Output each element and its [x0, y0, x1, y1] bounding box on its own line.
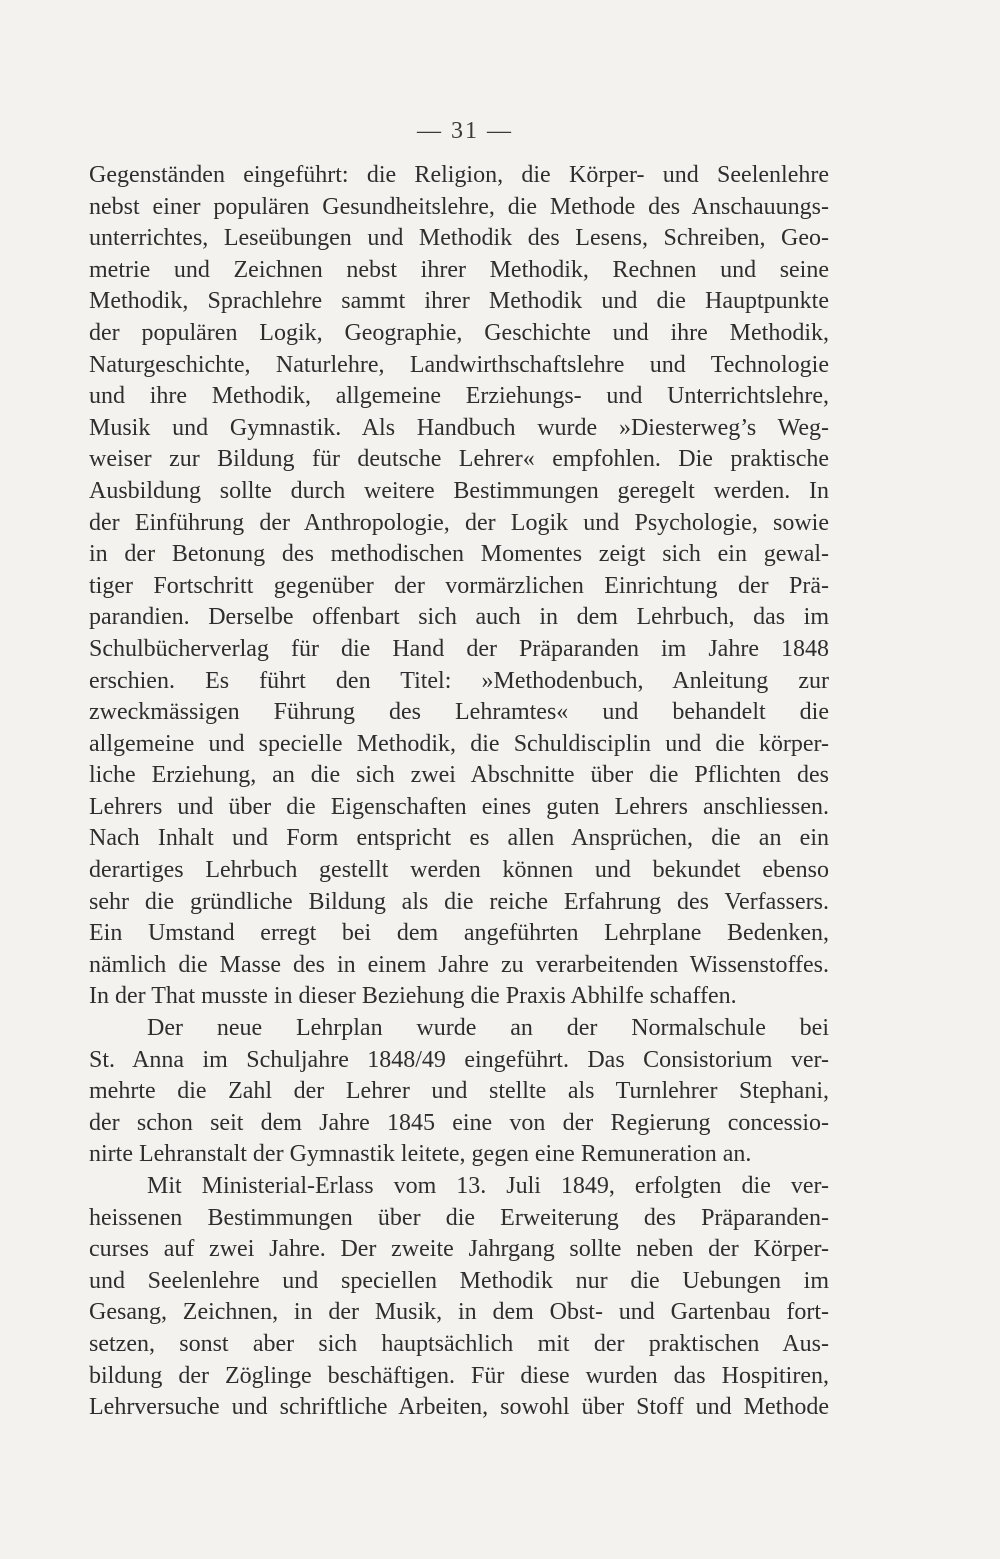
text-line: und Seelenlehre und speciellen Methodik nur die Uebungen im	[89, 1267, 829, 1294]
text-line: Nach Inhalt und Form entspricht es allen Ansprüchen, die an ein	[89, 825, 829, 852]
text-line: Ausbildung sollte durch weitere Bestimmungen geregelt werden. In	[89, 477, 829, 504]
text-line: weiser zur Bildung für deutsche Lehrer« empfohlen. Die praktische	[89, 446, 829, 473]
text-line: der Einführung der Anthropologie, der Logik und Psychologie, sowie	[89, 509, 829, 536]
text-line: parandien. Derselbe offenbart sich auch in dem Lehrbuch, das im	[89, 604, 829, 631]
text-line: Gesang, Zeichnen, in der Musik, in dem Obst- und Gartenbau fort-	[89, 1299, 829, 1326]
text-line: bildung der Zöglinge beschäftigen. Für diese wurden das Hospitiren,	[89, 1362, 829, 1389]
body-text	[89, 160, 829, 1424]
text-line: liche Erziehung, an die sich zwei Abschnitte über die Pflichten des	[89, 762, 829, 789]
text-line: in der Betonung des methodischen Momentes zeigt sich ein gewal-	[89, 541, 829, 568]
text-line: In der That musste in dieser Beziehung die Praxis Abhilfe schaffen.	[89, 983, 737, 1010]
text-line: allgemeine und specielle Methodik, die Schuldisciplin und die körper-	[89, 730, 829, 757]
text-line: der populären Logik, Geographie, Geschichte und ihre Methodik,	[89, 319, 829, 346]
text-line: der schon seit dem Jahre 1845 eine von der Regierung concessio-	[89, 1109, 829, 1136]
text-line: Schulbücherverlag für die Hand der Präparanden im Jahre 1848	[89, 635, 829, 662]
text-line: unterrichtes, Leseübungen und Methodik des Lesens, Schreiben, Geo-	[89, 225, 829, 252]
text-line: erschien. Es führt den Titel: »Methodenbuch, Anleitung zur	[89, 667, 829, 694]
text-line: Methodik, Sprachlehre sammt ihrer Methodik und die Hauptpunkte	[89, 288, 829, 315]
text-line: metrie und Zeichnen nebst ihrer Methodik, Rechnen und seine	[89, 256, 829, 283]
text-line: und ihre Methodik, allgemeine Erziehungs- und Unterrichtslehre,	[89, 383, 829, 410]
text-line: nebst einer populären Gesundheitslehre, die Methode des Anschauungs-	[89, 193, 829, 220]
text-line: Mit Ministerial-Erlass vom 13. Juli 1849, erfolgten die ver-	[147, 1173, 829, 1199]
text-line: St. Anna im Schuljahre 1848/49 eingeführt. Das Consistorium ver-	[89, 1046, 829, 1073]
text-line: nirte Lehranstalt der Gymnastik leitete, gegen eine Remuneration an.	[89, 1141, 752, 1168]
text-line: curses auf zwei Jahre. Der zweite Jahrgang sollte neben der Körper-	[89, 1236, 829, 1263]
page-number: — 31 —	[417, 118, 513, 144]
text-line: sehr die gründliche Bildung als die reiche Erfahrung des Verfassers.	[89, 888, 829, 915]
text-line: Ein Umstand erregt bei dem angeführten Lehrplane Bedenken,	[89, 920, 829, 947]
text-line: nämlich die Masse des in einem Jahre zu verarbeitenden Wissenstoffes.	[89, 951, 829, 978]
text-line: Gegenständen eingeführt: die Religion, die Körper- und Seelenlehre	[89, 162, 829, 188]
text-line: tiger Fortschritt gegenüber der vormärzlichen Einrichtung der Prä-	[89, 572, 829, 599]
text-line: Lehrers und über die Eigenschaften eines guten Lehrers anschliessen.	[89, 793, 829, 820]
text-line: setzen, sonst aber sich hauptsächlich mit der praktischen Aus-	[89, 1330, 829, 1357]
text-line: zweckmässigen Führung des Lehramtes« und behandelt die	[89, 699, 829, 726]
text-line: Naturgeschichte, Naturlehre, Landwirthschaftslehre und Technologie	[89, 351, 829, 378]
text-line: mehrte die Zahl der Lehrer und stellte als Turnlehrer Stephani,	[89, 1078, 829, 1105]
text-line: derartiges Lehrbuch gestellt werden können und bekundet ebenso	[89, 857, 829, 884]
text-line: Der neue Lehrplan wurde an der Normalschule bei	[147, 1015, 829, 1042]
text-line: heissenen Bestimmungen über die Erweiterung des Präparanden-	[89, 1204, 829, 1231]
text-line: Lehrversuche und schriftliche Arbeiten, sowohl über Stoff und Methode	[89, 1394, 829, 1421]
text-line: Musik und Gymnastik. Als Handbuch wurde »Diesterweg’s Weg-	[89, 414, 829, 441]
